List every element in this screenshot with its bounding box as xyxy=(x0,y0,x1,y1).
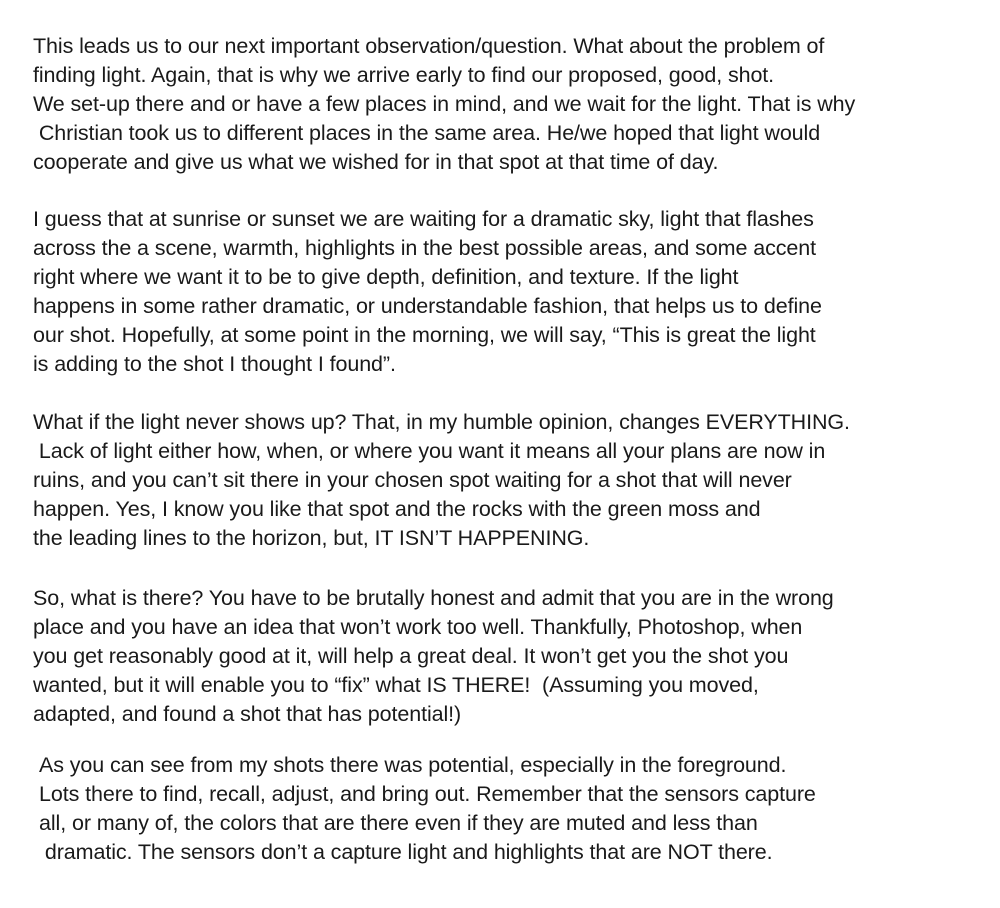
paragraph-line: This leads us to our next important observation/question. What about the problem of xyxy=(33,34,825,58)
paragraph-line: happens in some rather dramatic, or understandable fashion, that helps us to define xyxy=(33,294,822,318)
paragraph-1 xyxy=(33,32,855,177)
paragraph-line: place and you have an idea that won’t work too well. Thankfully, Photoshop, when xyxy=(33,615,803,639)
paragraph-line: our shot. Hopefully, at some point in the morning, we will say, “This is great the light xyxy=(33,323,816,347)
paragraph-line: you get reasonably good at it, will help a great deal. It won’t get you the shot you xyxy=(33,644,789,668)
paragraph-line: the leading lines to the horizon, but, IT ISN’T HAPPENING. xyxy=(33,526,590,550)
paragraph-line: adapted, and found a shot that has potential!) xyxy=(33,702,462,726)
paragraph-line: What if the light never shows up? That, in my humble opinion, changes EVERYTHING. xyxy=(33,410,850,434)
paragraph-line: finding light. Again, that is why we arrive early to find our proposed, good, shot. xyxy=(33,63,775,87)
paragraph-line: As you can see from my shots there was potential, especially in the foreground. xyxy=(39,753,787,777)
paragraph-line: all, or many of, the colors that are there even if they are muted and less than xyxy=(39,811,758,835)
paragraph-line: So, what is there? You have to be brutally honest and admit that you are in the wrong xyxy=(33,586,834,610)
paragraph-line: wanted, but it will enable you to “fix” what IS THERE! (Assuming you moved, xyxy=(33,673,759,697)
paragraph-line: is adding to the shot I thought I found”. xyxy=(33,352,396,376)
paragraph-line: dramatic. The sensors don’t a capture light and highlights that are NOT there. xyxy=(39,840,773,864)
paragraph-2 xyxy=(33,205,822,379)
paragraph-line: Christian took us to different places in the same area. He/we hoped that light would xyxy=(33,121,821,145)
paragraph-line: right where we want it to be to give depth, definition, and texture. If the light xyxy=(33,265,739,289)
paragraph-5 xyxy=(39,751,816,867)
paragraph-line: happen. Yes, I know you like that spot and the rocks with the green moss and xyxy=(33,497,761,521)
paragraph-4 xyxy=(33,584,834,729)
paragraph-line: cooperate and give us what we wished for in that spot at that time of day. xyxy=(33,150,719,174)
paragraph-line: Lack of light either how, when, or where you want it means all your plans are now in xyxy=(33,439,826,463)
paragraph-line: We set-up there and or have a few places in mind, and we wait for the light. That is why xyxy=(33,92,856,116)
paragraph-line: Lots there to find, recall, adjust, and bring out. Remember that the sensors capture xyxy=(39,782,816,806)
paragraph-line: ruins, and you can’t sit there in your chosen spot waiting for a shot that will never xyxy=(33,468,792,492)
paragraph-line: I guess that at sunrise or sunset we are waiting for a dramatic sky, light that flashes xyxy=(33,207,814,231)
paragraph-line: across the a scene, warmth, highlights in the best possible areas, and some accent xyxy=(33,236,816,260)
paragraph-3 xyxy=(33,408,850,553)
